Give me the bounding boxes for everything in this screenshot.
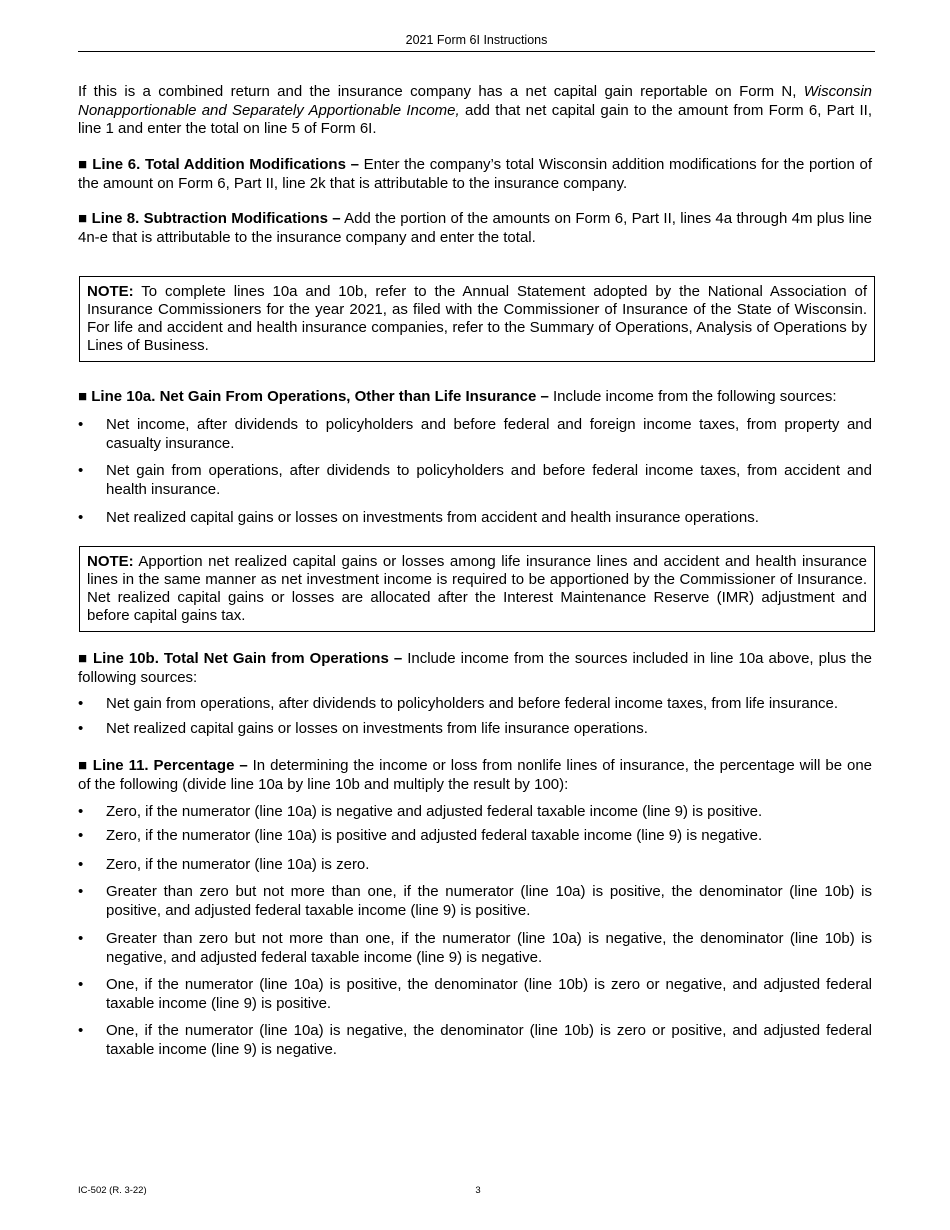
bullet-dot: • [78, 883, 84, 900]
note2-text: Apportion net realized capital gains or losses among life insurance lines and accident and health insurance lines in the same manner as net investment income is required to be apportioned by the Commissioner of Insurance. Net realized capital gains or losses are allocated after the Interest Maintenance Reserve (IMR) adjustment and before capital gains tax. [87, 553, 867, 624]
line6-text: Enter the company’s total Wisconsin addition modifications for the portion of the amount on Form 6, Part II, line 2k that is attributable to the insurance company. [78, 156, 873, 192]
header-rule [78, 51, 875, 52]
bullet-dot: • [78, 462, 84, 479]
line8-paragraph [78, 210, 872, 247]
line10a-bullet-text: Net realized capital gains or losses on investments from accident and health insurance operations. [106, 509, 759, 526]
bullet-dot: • [78, 856, 84, 873]
line8-heading: Line 8. Subtraction Modifications – [91, 210, 341, 227]
line11-bullet [78, 856, 872, 875]
line11-bullet [78, 1022, 872, 1059]
bullet-dot: • [78, 695, 84, 712]
footer-page-number: 3 [475, 1185, 481, 1196]
line10b-bullet [78, 695, 872, 714]
bullet-dot: • [78, 803, 84, 820]
line11-bullet-text: Zero, if the numerator (line 10a) is negative and adjusted federal taxable income (line 9) is positive. [106, 803, 763, 820]
line10b-text: Include income from the sources included in line 10a above, plus the following sources: [78, 650, 873, 686]
intro-text-2: add that net capital gain to the amount from Form 6, Part II, line 1 and enter the total on line 5 of Form 6I. [78, 101, 872, 137]
line11-bullet-text: One, if the numerator (line 10a) is negative, the denominator (line 10b) is zero or positive, and adjusted federal taxable income (line 9) is negative. [106, 1022, 872, 1058]
intro-paragraph [78, 83, 872, 139]
bullet-dot: • [78, 416, 84, 433]
line11-paragraph [78, 757, 872, 794]
line10a-heading: Line 10a. Net Gain From Operations, Other than Life Insurance – [91, 388, 549, 405]
line11-bullet [78, 976, 872, 1013]
line11-bullet-text: Zero, if the numerator (line 10a) is positive and adjusted federal taxable income (line 9) is negative. [106, 827, 763, 844]
line10b-heading: Line 10b. Total Net Gain from Operations – [92, 650, 403, 667]
bullet-dot: • [78, 509, 84, 526]
bullet-dot: • [78, 720, 84, 737]
line10b-bullet-text: Net gain from operations, after dividends to policyholders and before federal income taxes, from life insurance. [106, 695, 839, 712]
line11-heading: Line 11. Percentage – [92, 757, 248, 774]
footer-form-id: IC-502 (R. 3-22) [78, 1185, 147, 1196]
line11-bullet-text: Greater than zero but not more than one, if the numerator (line 10a) is negative, the denominator (line 10b) is negative, and adjusted federal taxable income (line 9) is negative. [106, 930, 872, 966]
line10a-bullet [78, 509, 872, 528]
intro-text-1: If this is a combined return and the insurance company has a net capital gain reportable on Form N, [78, 83, 804, 100]
note-box-capital-gains [79, 546, 875, 632]
note2-label: NOTE: [87, 553, 134, 570]
line6-paragraph [78, 156, 872, 193]
line6-heading: Line 6. Total Addition Modifications – [92, 156, 359, 173]
bullet-dot: • [78, 827, 84, 844]
note-box-lines-10a-10b [79, 276, 875, 362]
line10a-paragraph [78, 388, 872, 407]
line6-marker: ■ [78, 156, 88, 173]
line11-bullet [78, 827, 872, 846]
intro-form-n-title: Wisconsin Nonapportionable and Separately Apportionable Income, [78, 83, 872, 119]
line8-marker: ■ [78, 210, 88, 227]
bullet-dot: • [78, 976, 84, 993]
line11-bullet-text: Greater than zero but not more than one, if the numerator (line 10a) is positive, the denominator (line 10b) is positive, and adjusted federal taxable income (line 9) is positive. [106, 883, 872, 919]
line10b-marker: ■ [78, 650, 88, 667]
line11-marker: ■ [78, 757, 88, 774]
line10b-paragraph [78, 650, 872, 687]
line10a-marker: ■ [78, 388, 88, 405]
line10a-bullet-text: Net gain from operations, after dividends to policyholders and before federal income taxes, from accident and health insurance. [106, 462, 872, 498]
line11-bullet-text: Zero, if the numerator (line 10a) is zero. [106, 856, 370, 873]
bullet-dot: • [78, 930, 84, 947]
note1-text: To complete lines 10a and 10b, refer to the Annual Statement adopted by the National Association of Insurance Commissioners for the year 2021, as filed with the Commissioner of Insurance of the State of Wisconsin. For life and accident and health insurance companies, refer to the Summary of Operations, Analysis of Operations by Lines of Business. [87, 283, 867, 354]
line11-bullet [78, 930, 872, 967]
line11-bullet [78, 803, 872, 822]
bullet-dot: • [78, 1022, 84, 1039]
line10a-bullet [78, 416, 872, 453]
line10b-bullet [78, 720, 872, 739]
line10a-bullet [78, 462, 872, 499]
line10b-bullet-text: Net realized capital gains or losses on investments from life insurance operations. [106, 720, 648, 737]
line11-text: In determining the income or loss from nonlife lines of insurance, the percentage will be one of the following (divide line 10a by line 10b and multiply the result by 100): [78, 757, 873, 793]
line11-bullet [78, 883, 872, 920]
line8-text: Add the portion of the amounts on Form 6, Part II, lines 4a through 4m plus line 4n-e that is attributable to the insurance company and enter the total. [78, 210, 873, 246]
line11-bullet-text: One, if the numerator (line 10a) is positive, the denominator (line 10b) is zero or negative, and adjusted federal taxable income (line 9) is positive. [106, 976, 872, 1012]
page-header-title: 2021 Form 6I Instructions [405, 33, 548, 47]
line10a-bullet-text: Net income, after dividends to policyholders and before federal and foreign income taxes, from property and casualty insurance. [106, 416, 872, 452]
line10a-text: Include income from the following sources: [548, 388, 837, 405]
note1-label: NOTE: [87, 283, 134, 300]
